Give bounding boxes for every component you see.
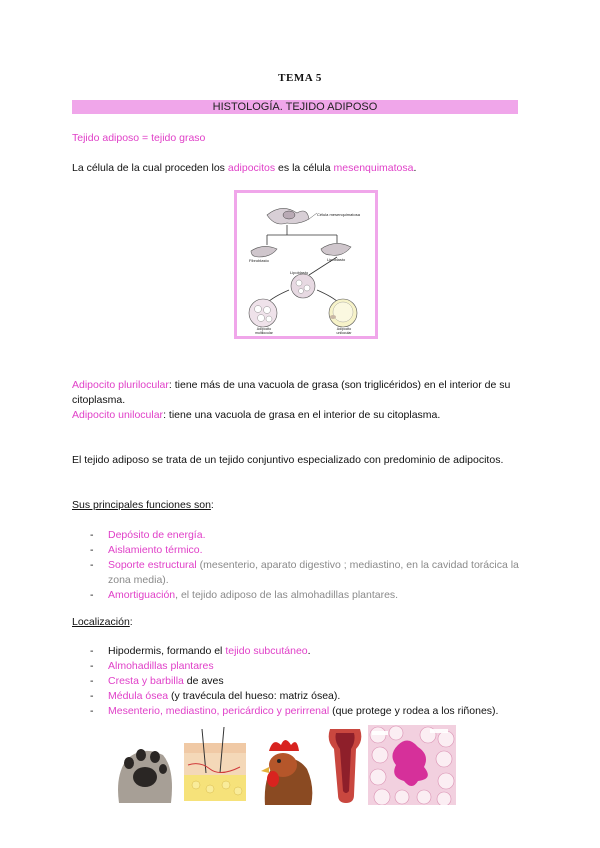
unilocular-text: : tiene una vacuola de grasa en el interior de su citoplasma. — [163, 409, 441, 421]
location-text: (y travécula del hueso: matriz ósea). — [168, 690, 341, 702]
function-label: Depósito de energía. — [108, 529, 206, 541]
label-lipoblasto: Lipoblasto — [327, 257, 346, 262]
origin-text-1: La célula de la cual proceden los — [72, 162, 228, 174]
definition-paragraph: El tejido adiposo se trata de un tejido conjuntivo especializado con predominio de adipocitos. — [72, 454, 504, 466]
function-label: Aislamiento térmico. — [108, 544, 203, 556]
list-item — [72, 704, 528, 719]
list-item — [72, 689, 528, 704]
adipose-histology-image — [368, 725, 456, 805]
subtitle: Tejido adiposo = tejido graso — [72, 132, 206, 144]
location-text: de aves — [183, 675, 224, 687]
location-text: Hipodermis, formando el — [108, 645, 226, 657]
functions-heading-text: Sus principales funciones son — [72, 499, 211, 511]
label-mesenquimatosa: Célula mesenquimatosa — [317, 212, 360, 217]
origin-adipocitos: adipocitos — [227, 162, 276, 174]
unilocular-term: Adipocito unilocular — [72, 409, 164, 421]
location-list — [72, 644, 528, 719]
plurilocular-text: : tiene más de una vacuola de grasa (son triglicéridos) en el interior de su citoplasma. — [72, 379, 511, 406]
bone-marrow-image — [324, 725, 366, 805]
label-adipocito-unilocular: Adipocito unilocular — [336, 327, 352, 335]
function-detail: (mesenterio, aparato digestivo ; mediastino, en la cavidad torácica la zona media). — [108, 559, 519, 586]
unilocular-paragraph — [72, 408, 528, 423]
functions-heading-colon: : — [210, 499, 214, 511]
location-text: . — [307, 645, 311, 657]
location-term: Cresta y barbilla — [108, 675, 184, 687]
origin-mesenquimatosa: mesenquimatosa — [333, 162, 414, 174]
list-item — [72, 543, 528, 558]
location-text: (que protege y rodea a los riñones). — [329, 705, 499, 717]
location-heading-text: Localización — [72, 616, 130, 628]
list-item — [72, 588, 528, 603]
function-label: Soporte estructural — [108, 559, 197, 571]
list-item — [72, 644, 528, 659]
list-item — [72, 674, 528, 689]
functions-heading — [72, 498, 528, 513]
location-heading — [72, 615, 528, 630]
plurilocular-paragraph — [72, 378, 528, 408]
skin-layers-image — [180, 725, 250, 805]
location-term: Médula ósea — [108, 690, 169, 702]
plurilocular-term: Adipocito plurilocular — [72, 379, 169, 391]
label-fibroblasto: Fibroblasto — [249, 258, 269, 263]
function-detail: , el tejido adiposo de las almohadillas plantares. — [175, 589, 399, 601]
label-lipoblasto-2: Lipoblasto — [290, 270, 309, 275]
origin-sentence — [72, 161, 528, 176]
page-title: TEMA 5 — [278, 72, 322, 84]
list-item — [72, 659, 528, 674]
rooster-image — [255, 725, 317, 805]
location-term: Almohadillas plantares — [108, 660, 214, 672]
origin-text-2: es la célula — [275, 162, 334, 174]
list-item — [72, 528, 528, 543]
origin-text-3: . — [413, 162, 417, 174]
list-item — [72, 558, 528, 588]
paw-pad-image — [113, 725, 175, 805]
label-adipocito-multilocular: Adipocito multilocular — [255, 327, 273, 335]
function-label: Amortiguación — [108, 589, 176, 601]
location-heading-colon: : — [129, 616, 133, 628]
cell-differentiation-diagram — [234, 190, 378, 339]
section-banner: HISTOLOGÍA. TEJIDO ADIPOSO — [72, 100, 518, 114]
functions-list — [72, 528, 528, 603]
location-term: tejido subcutáneo — [225, 645, 308, 657]
location-term: Mesenterio, mediastino, pericárdico y perirrenal — [108, 705, 330, 717]
